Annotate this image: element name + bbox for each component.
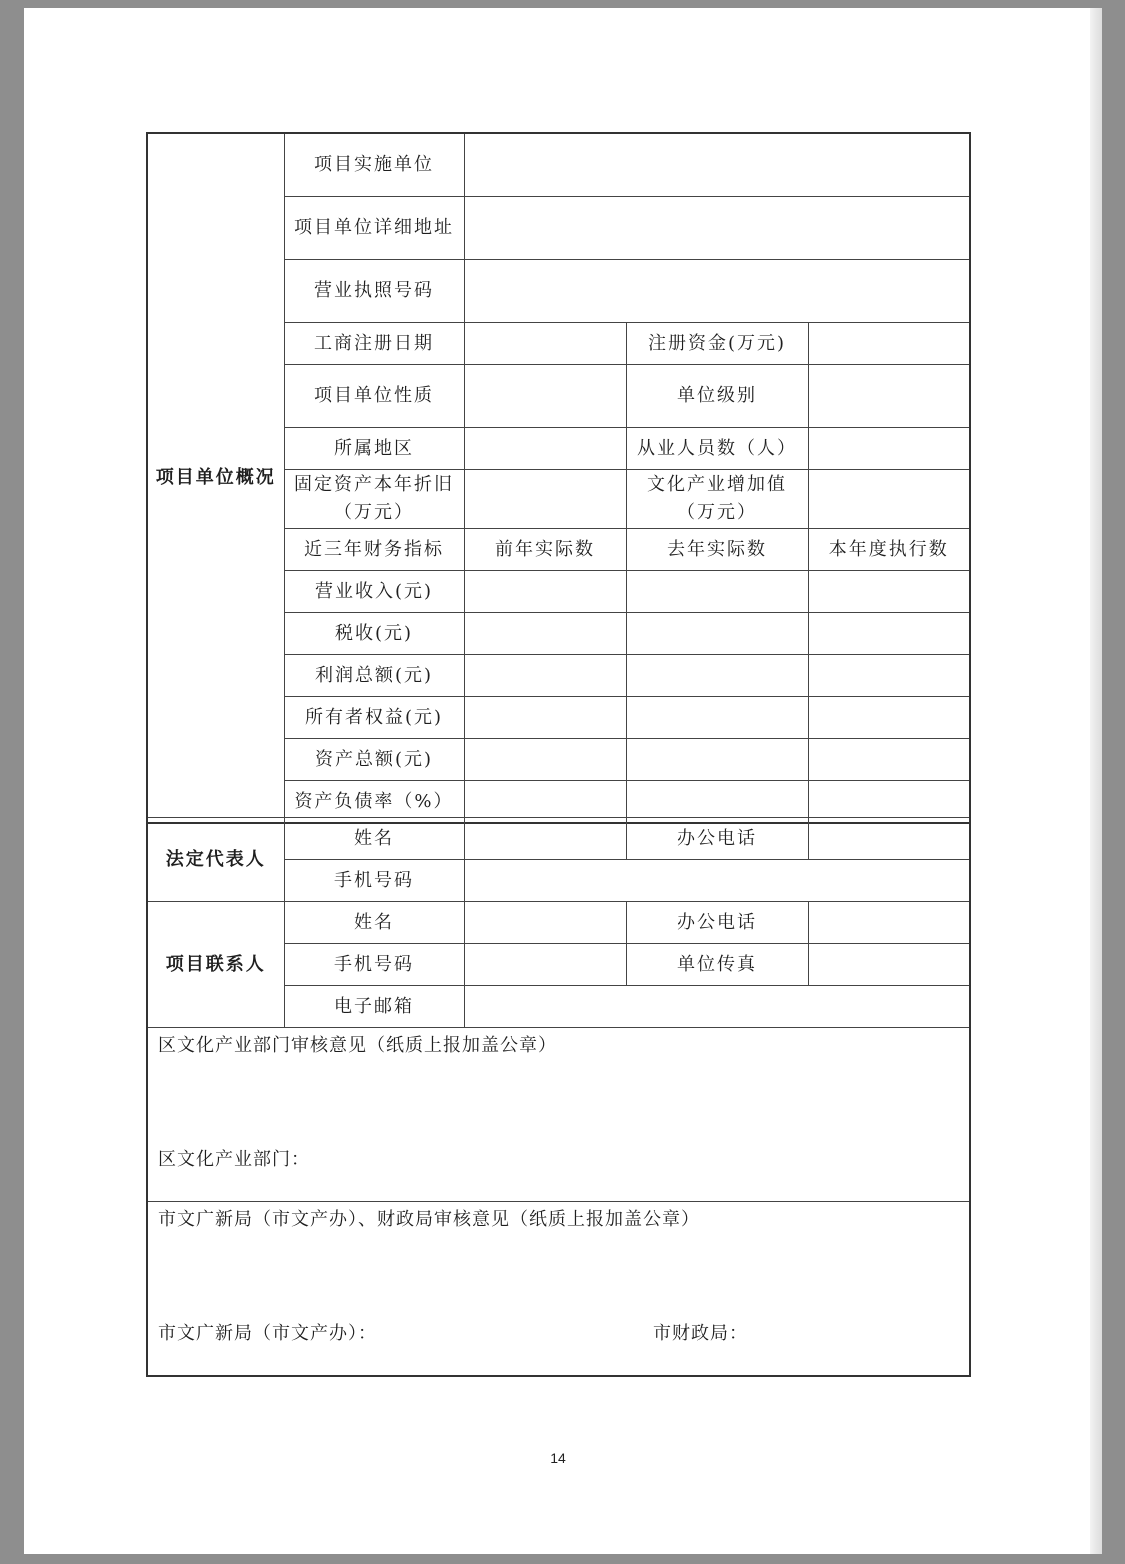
label-impl-unit: 项目实施单位 [284,133,464,197]
row-legal-name [147,818,970,860]
field-depreciation[interactable] [464,470,626,529]
finance-row-label: 资产总额(元) [284,739,464,781]
finance-col-prev2: 前年实际数 [464,529,626,571]
finance-cell[interactable] [626,613,808,655]
city-opinion-title: 市文广新局（市文产办）、财政局审核意见（纸质上报加盖公章） [158,1209,700,1230]
field-license[interactable] [464,260,970,323]
finance-cell[interactable] [464,697,626,739]
finance-row-label: 税收(元) [284,613,464,655]
district-opinion-sign: 区文化产业部门： [158,1149,310,1170]
field-legal-name[interactable] [464,818,626,860]
label-added-value [626,470,808,529]
section-legal-label: 法定代表人 [147,818,284,902]
finance-cell[interactable] [808,571,970,613]
field-added-value[interactable] [808,470,970,529]
page-edge [1090,8,1102,1554]
field-address[interactable] [464,197,970,260]
finance-row-label: 资产负债率（%） [284,781,464,824]
field-impl-unit[interactable] [464,133,970,197]
field-contact-fax[interactable] [808,944,970,986]
finance-col-prev1: 去年实际数 [626,529,808,571]
finance-row-label: 利润总额(元) [284,655,464,697]
field-legal-mobile[interactable] [464,860,970,902]
city-opinion-sign-left: 市文广新局（市文产办）： [158,1323,377,1344]
page-number: 14 [550,1450,566,1466]
finance-cell[interactable] [464,571,626,613]
finance-header: 近三年财务指标 [284,529,464,571]
label-legal-name: 姓名 [284,818,464,860]
label-depreciation [284,470,464,529]
finance-cell[interactable] [808,613,970,655]
contact-table [146,817,971,1377]
city-opinion-box[interactable] [147,1202,970,1377]
finance-cell[interactable] [464,655,626,697]
label-contact-email: 电子邮箱 [284,986,464,1028]
label-added-value-line1: 文化产业增加值 [647,474,787,495]
finance-cell[interactable] [464,739,626,781]
finance-col-current: 本年度执行数 [808,529,970,571]
district-opinion-box[interactable] [147,1028,970,1202]
label-depreciation-line1: 固定资产本年折旧 [294,474,454,495]
field-level[interactable] [808,365,970,428]
finance-cell[interactable] [808,655,970,697]
field-contact-office-phone[interactable] [808,902,970,944]
label-reg-capital: 注册资金(万元) [626,323,808,365]
application-form-table [146,132,971,824]
label-legal-mobile: 手机号码 [284,860,464,902]
row-impl-unit [147,133,970,197]
finance-cell[interactable] [626,571,808,613]
field-contact-name[interactable] [464,902,626,944]
section-contact-label: 项目联系人 [147,902,284,1028]
label-contact-office-phone: 办公电话 [626,902,808,944]
row-city-opinion [147,1202,970,1377]
label-reg-date: 工商注册日期 [284,323,464,365]
finance-cell[interactable] [808,739,970,781]
field-nature[interactable] [464,365,626,428]
label-contact-fax: 单位传真 [626,944,808,986]
label-employees: 从业人员数（人） [626,428,808,470]
label-nature: 项目单位性质 [284,365,464,428]
district-opinion-title: 区文化产业部门审核意见（纸质上报加盖公章） [158,1035,557,1056]
label-level: 单位级别 [626,365,808,428]
finance-row-label: 所有者权益(元) [284,697,464,739]
field-contact-mobile[interactable] [464,944,626,986]
row-district-opinion [147,1028,970,1202]
field-legal-office-phone[interactable] [808,818,970,860]
finance-cell[interactable] [808,697,970,739]
finance-cell[interactable] [464,613,626,655]
label-license: 营业执照号码 [284,260,464,323]
label-contact-mobile: 手机号码 [284,944,464,986]
field-contact-email[interactable] [464,986,970,1028]
city-opinion-sign-right: 市财政局： [653,1323,748,1344]
section-overview-label: 项目单位概况 [147,133,284,823]
finance-cell[interactable] [626,655,808,697]
label-contact-name: 姓名 [284,902,464,944]
field-reg-date[interactable] [464,323,626,365]
finance-cell[interactable] [626,739,808,781]
label-region: 所属地区 [284,428,464,470]
label-legal-office-phone: 办公电话 [626,818,808,860]
field-reg-capital[interactable] [808,323,970,365]
label-depreciation-line2: （万元） [334,502,414,523]
label-added-value-line2: （万元） [677,502,757,523]
row-contact-name [147,902,970,944]
finance-row-label: 营业收入(元) [284,571,464,613]
field-employees[interactable] [808,428,970,470]
label-address: 项目单位详细地址 [284,197,464,260]
field-region[interactable] [464,428,626,470]
finance-cell[interactable] [626,697,808,739]
